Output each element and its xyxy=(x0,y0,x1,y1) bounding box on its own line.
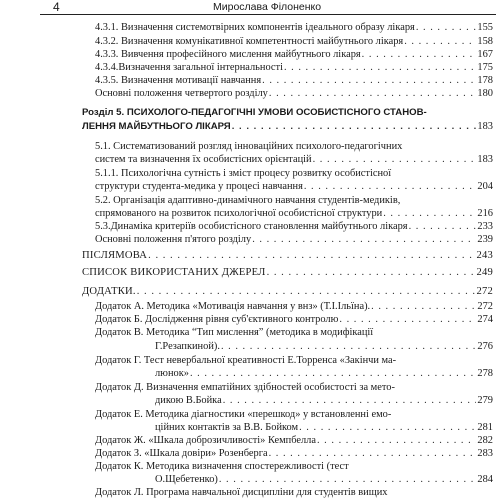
toc-entry[interactable]: 5.1. Систематизований розгляд інноваційних психолого-педагогічних xyxy=(95,141,403,152)
toc-appendix-cont[interactable]: дикою В.Бойка . . . 279 xyxy=(155,395,493,407)
toc-entry[interactable]: 5.3.Динаміка критеріїв особистісного становлення майбутнього лікаря . . . 233 xyxy=(95,221,493,233)
page-number: 4 xyxy=(53,0,60,14)
toc-appendix[interactable]: Додаток Л. Програма навчальної дисципліни для студентів вищих xyxy=(95,487,388,498)
toc-entry[interactable]: 4.3.3. Вивчення професійного мислення майбутнього лікаря . . . 167 xyxy=(95,49,493,61)
toc-entry[interactable]: Основні положення п'ятого розділу . . . 239 xyxy=(95,234,493,246)
toc-section-appendices[interactable]: ДОДАТКИ. . . . 272 xyxy=(82,286,493,298)
toc-appendix-cont[interactable]: О.Щебетенко) . . . 284 xyxy=(155,474,493,486)
toc-entry[interactable]: 4.3.5. Визначення мотивації навчання . . . 178 xyxy=(95,75,493,87)
toc-entry[interactable]: 4.3.2. Визначення комунікативної компетентності майбутнього лікаря . . . 158 xyxy=(95,36,493,48)
toc-appendix[interactable]: Додаток К. Методика визначення спостережливості (тест xyxy=(95,461,349,472)
toc-entry[interactable]: 5.1.1. Психологічна сутність і зміст процесу розвитку особистісної xyxy=(95,168,392,179)
toc-appendix-cont[interactable]: люнок» . . . 278 xyxy=(155,368,493,380)
toc-appendix-cont[interactable]: Г.Резапкиной). . . . 276 xyxy=(155,341,493,353)
toc-appendix-cont[interactable]: ційних контактів за В.В. Бойком . . . 281 xyxy=(155,422,493,434)
toc-entry-cont[interactable]: структури студента-медика у процесі навчання . . . 204 xyxy=(95,181,493,193)
toc-section-afterword[interactable]: ПІСЛЯМОВА . . . 243 xyxy=(82,250,493,262)
toc-appendix[interactable]: Додаток З. «Шкала довіри» Розенберга . . . 283 xyxy=(95,448,493,460)
toc-entry-cont[interactable]: спрямованого на розвиток психологічної особистісної структури . . . 216 xyxy=(95,208,493,220)
chapter-heading[interactable]: Розділ 5. ПСИХОЛОГО-ПЕДАГОГІЧНІ УМОВИ ОСОБИСТІСНОГО СТАНОВ- xyxy=(82,107,427,118)
toc-section-references[interactable]: СПИСОК ВИКОРИСТАНИХ ДЖЕРЕЛ . . . 249 xyxy=(82,267,493,279)
toc-entry[interactable]: 4.3.4.Визначення загальної інтернальності . . . 175 xyxy=(95,62,493,74)
toc-entry[interactable]: Основні положення четвертого розділу . . . 180 xyxy=(95,88,493,100)
toc-appendix[interactable]: Додаток Д. Визначення емпатійних здібностей особистості за мето- xyxy=(95,382,395,393)
running-header-author: Мирослава Філоненко xyxy=(213,1,322,13)
toc-appendix[interactable]: Додаток Ж. «Шкала доброзичливості» Кемпбелла . . . 282 xyxy=(95,435,493,447)
toc-appendix[interactable]: Додаток Е. Методика діагностики «перешкод» у встановленні емо- xyxy=(95,409,392,420)
toc-appendix[interactable]: Додаток Б. Дослідження рівня суб'єктивного контролю . . . 274 xyxy=(95,314,493,326)
toc-appendix[interactable]: Додаток Г. Тест невербальної креативності Е.Торренса «Закінчи ма- xyxy=(95,355,397,366)
chapter-heading-cont[interactable]: ЛЕННЯ МАЙБУТНЬОГО ЛІКАРЯ . . . 183 xyxy=(82,121,493,133)
toc-entry[interactable]: 5.2. Організація адаптивно-динамічного навчання студентів-медиків, xyxy=(95,195,401,206)
toc-entry-cont[interactable]: систем та визначення їх особистісних орієнтацій . . . 183 xyxy=(95,154,493,166)
toc-appendix[interactable]: Додаток В. Методика “Тип мислення” (методика в модифікації xyxy=(95,327,374,338)
toc-appendix[interactable]: Додаток А. Методика «Мотивація навчання у внз» (Т.І.Ільїна). . . . 272 xyxy=(95,301,493,313)
toc-entry[interactable]: 4.3.1. Визначення системотвірних компонентів ідеального образу лікаря . . . 155 xyxy=(95,22,493,34)
